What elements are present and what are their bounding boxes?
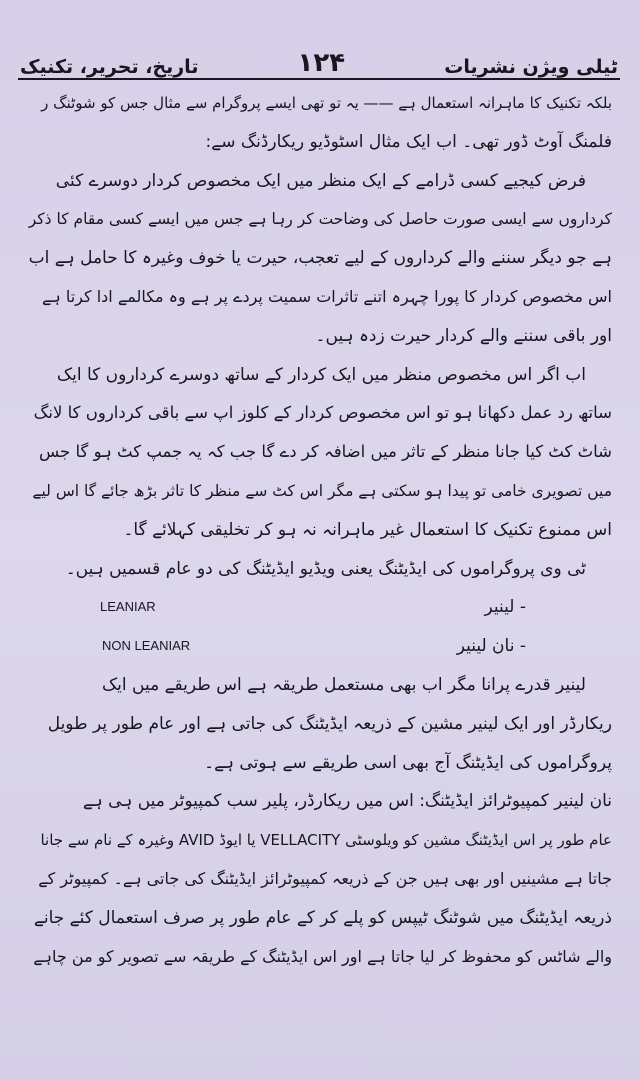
page-number: ۱۲۴ (297, 48, 346, 78)
text-line: میں تصویری خامی تو پیدا ہو سکتی ہے مگر اس کٹ سے منظر کا تاثر بڑھ جائے گا اس لیے (32, 481, 612, 500)
term-english-label: NON LEANIAR (102, 638, 191, 654)
body-text (24, 84, 612, 976)
text-line: اب اگر اس مخصوص منظر میں ایک کردار کے ساتھ دوسرے کرداروں کا ایک (56, 364, 586, 385)
text-line: ٹی وی پروگراموں کی ایڈیٹنگ یعنی ویڈیو ایڈیٹنگ کی دو عام قسمیں ہیں۔ (65, 558, 586, 579)
text-line: اس ممنوع تکنیک کا استعمال غیر ماہرانہ نہ ہو کر تخلیقی کہلائے گا۔ (123, 519, 612, 540)
text-line: فلمنگ آوٹ ڈور تھی۔ اب ایک مثال اسٹوڈیو ریکارڈنگ سے: (205, 131, 612, 152)
term-english-label: LEANIAR (100, 599, 156, 615)
text-line: عام طور پر اس ایڈیٹنگ مشین کو ویلوسٹی VELLACITY یا ایوڈ AVID وغیرہ کے نام سے جانا (40, 831, 612, 850)
text-line: لینیر قدرے پرانا مگر اب بھی مستعمل طریقہ ہے اس طریقے میں ایک (101, 674, 586, 695)
book-title: ٹیلی ویژن نشریات (444, 56, 618, 78)
text-line: ہے جو دیگر سننے والے کرداروں کے لیے تعجب، حیرت یا خوف وغیرہ کا حامل ہے اب (28, 248, 612, 269)
text-line: اس مخصوص کردار کا پورا چہرہ اتنے تاثرات سمیت پردے پر ہے وہ مکالمے ادا کرتا ہے (42, 286, 612, 306)
text-line: ذریعہ ایڈیٹنگ میں شوٹنگ ٹیپس کو پلے کر کے عام طور پر صرف استعمال کئے جانے (33, 907, 612, 928)
text-line: کرداروں سے ایسی صورت حاصل کی وضاحت کر رہا ہے جس میں ایسے کسی مقام کا ذکر (28, 210, 612, 229)
text-line: فرض کیجیے کسی ڈرامے کے ایک منظر میں ایک مخصوص کردار دوسرے کئی (55, 170, 586, 191)
term-item-linear: - لینیر LEANIAR (24, 588, 612, 627)
text-line: ریکارڈر اور ایک لینیر مشین کے ذریعہ ایڈیٹنگ کی جاتی ہے اور عام طور پر طویل (47, 713, 612, 734)
text-line: نان لینیر کمپیوٹرائز ایڈیٹنگ: اس میں ریکارڈر، پلیر سب کمپیوٹر میں ہی ہے (82, 791, 612, 812)
header-rule (18, 78, 620, 80)
term-item-nonlinear: - نان لینیر NON LEANIAR (24, 627, 612, 666)
text-line: بلکہ تکنیک کا ماہرانہ استعمال ہے —— یہ تو تھی ایسے پروگرام سے مثال جس کو شوٹنگ ر (41, 94, 612, 112)
text-line: والے شاٹس کو محفوظ کر لیا جاتا ہے اور اس ایڈیٹنگ کے طریقہ سے تصویر کو من چاہے (33, 946, 612, 966)
section-title: تاریخ، تحریر، تکنیک (20, 56, 199, 78)
text-line: اور باقی سننے والے کردار حیرت زدہ ہیں۔ (315, 325, 612, 346)
text-line: جاتا ہے مشینیں اور بھی ہیں جن کے ذریعہ کمپیوٹرائز ایڈیٹنگ کی جاتی ہے۔ کمپیوٹر کے (38, 868, 612, 888)
page-header (20, 34, 618, 78)
text-line: ساتھ رد عمل دکھانا ہو تو اس مخصوص کردار کے کلوز اپ سے باقی کرداروں کا لانگ (33, 403, 612, 423)
text-line: شاٹ کٹ کیا جانا منظر کے تاثر میں اضافہ کر دے گا جب کہ یہ جمپ کٹ ہو گا جس (38, 442, 612, 462)
text-line: پروگراموں کی ایڈیٹنگ آج بھی اسی طریقے سے ہوتی ہے۔ (204, 752, 612, 773)
